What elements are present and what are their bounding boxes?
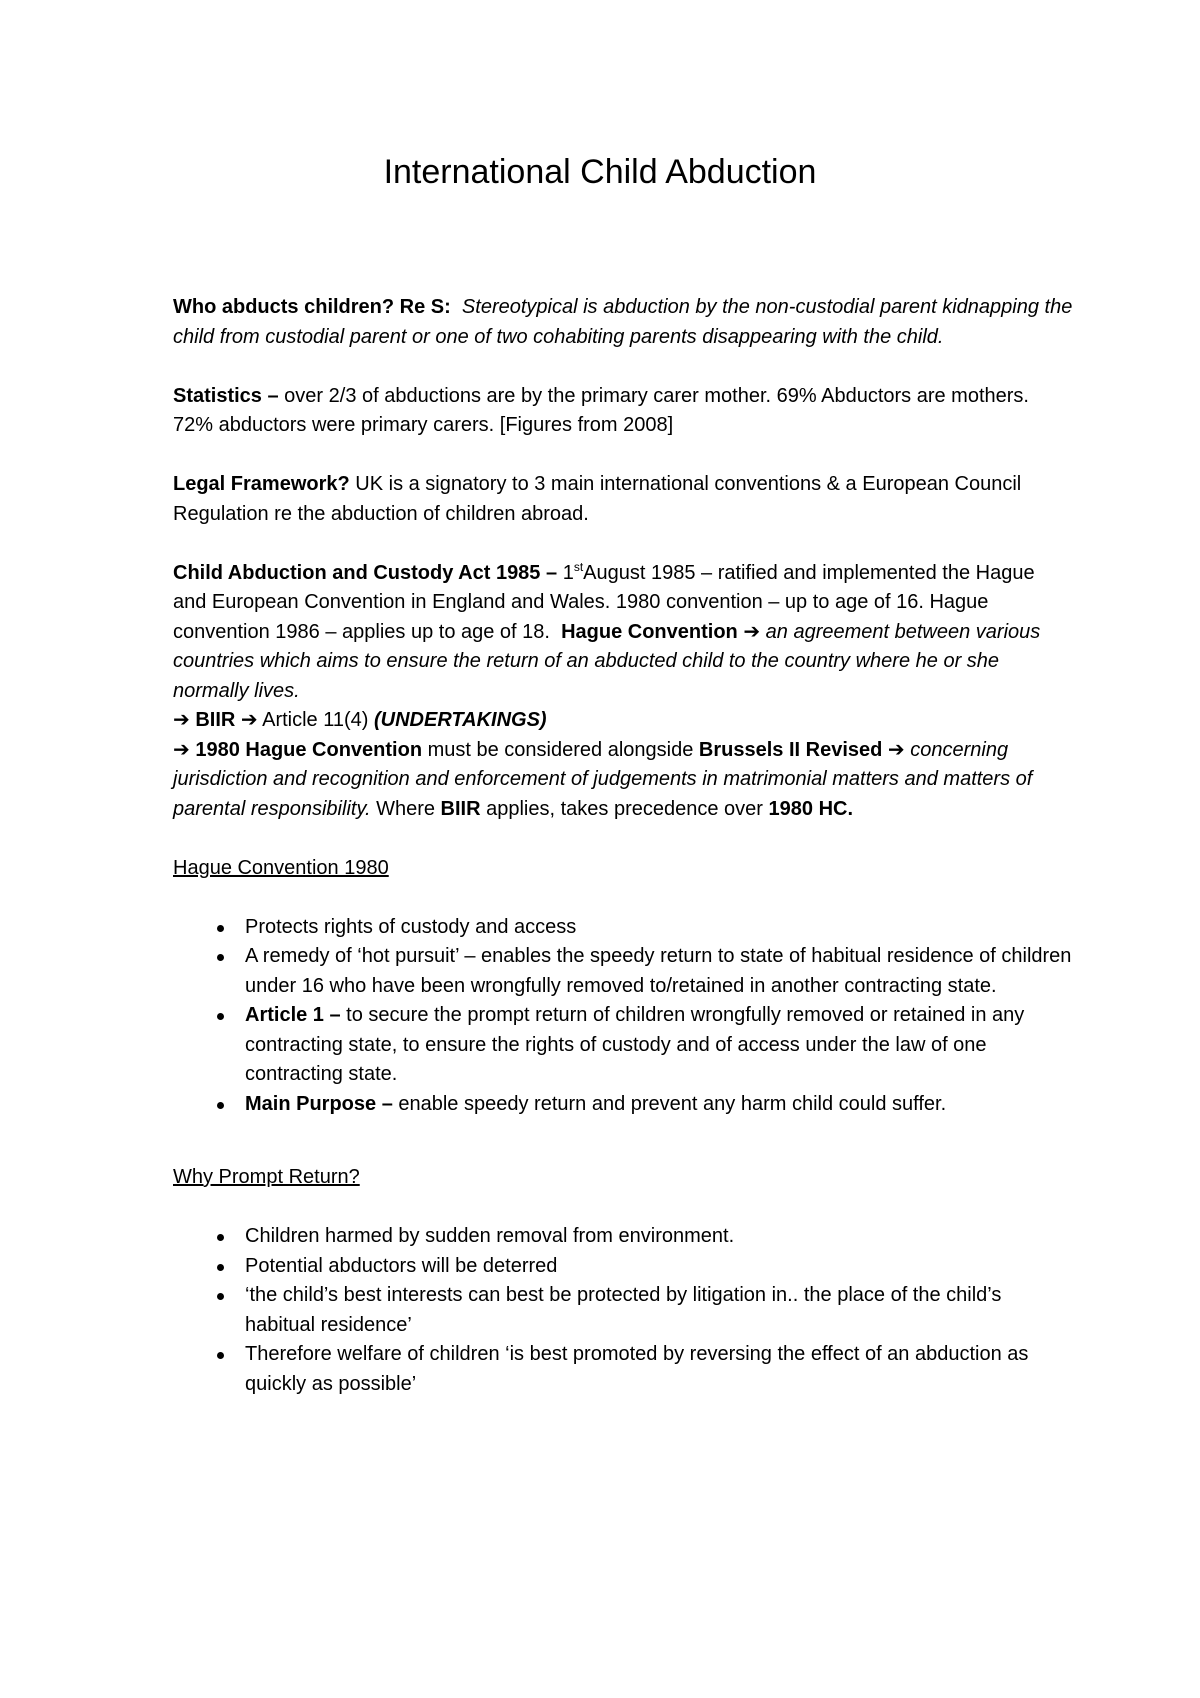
act-text: August 1985 – ratified and implemented the Hague and European Convention in England and Wales. 1980 convention – up to age of 16. Hague convention 1986 – applies up to age of 18. [173, 561, 1035, 643]
hague-section-heading: Hague Convention 1980 [173, 856, 389, 879]
page-title: International Child Abduction [383, 153, 817, 191]
brussels-line [173, 736, 1073, 825]
hague-convention-definition: an agreement between various countries which aims to ensure the return of an abducted child to the country where he or she normally lives. [173, 620, 1041, 702]
list-item [173, 1281, 1073, 1340]
list-item [173, 1340, 1073, 1399]
hague-bullet-list [173, 913, 1073, 1120]
prompt-bullet-4: Therefore welfare of children ‘is best promoted by reversing the effect of an abduction as quickly as possible’ [245, 1343, 1029, 1395]
arrow-icon: ➔ [240, 709, 258, 731]
bullet-icon [217, 954, 224, 961]
who-abducts-text: Stereotypical is abduction by the non-custodial parent kidnapping the child from custodial parent or one of two cohabiting parents disappearing with the child. [173, 296, 1073, 348]
hc-label: 1980 HC. [768, 797, 854, 820]
legal-framework-paragraph [173, 470, 1073, 529]
hague-bullet-2: A remedy of ‘hot pursuit’ – enables the speedy return to state of habitual residence of children under 16 who have been wrongfully removed to/retained in another contracting state. [245, 945, 1072, 997]
document-body [173, 293, 1073, 1399]
statistics-heading: Statistics – [173, 384, 279, 407]
hague-bullet-1: Protects rights of custody and access [245, 915, 577, 938]
act-heading: Child Abduction and Custody Act 1985 – [173, 561, 558, 584]
applies-text: applies, takes precedence over [486, 797, 763, 820]
list-item [173, 1222, 1073, 1252]
hague-convention-label: Hague Convention [561, 620, 738, 643]
prompt-bullet-1: Children harmed by sudden removal from environment. [245, 1225, 735, 1247]
list-item [173, 1252, 1073, 1282]
brussels-label: Brussels II Revised [698, 738, 883, 761]
statistics-paragraph [173, 382, 1073, 441]
who-abducts-heading: Who abducts children? Re S: [173, 296, 451, 318]
hague-bullet-4: enable speedy return and prevent any harm child could suffer. [398, 1092, 947, 1115]
who-abducts-paragraph [173, 293, 1073, 352]
biir-label: BIIR [195, 709, 236, 731]
prompt-section-heading: Why Prompt Return? [173, 1166, 360, 1188]
biir-line [173, 706, 1073, 736]
legal-framework-heading: Legal Framework? [173, 473, 350, 495]
list-item [173, 1090, 1073, 1120]
arrow-icon: ➔ [173, 738, 190, 761]
hague-bullet-3: to secure the prompt return of children wrongfully removed or retained in any contracting state, to ensure the rights of custody and of access under the law of one contracting state. [245, 1004, 1025, 1085]
prompt-bullet-2: Potential abductors will be deterred [245, 1254, 558, 1277]
bullet-icon [217, 1264, 224, 1271]
list-item [173, 942, 1073, 1001]
considered-text: must be considered alongside [427, 738, 694, 761]
bullet-icon [217, 1102, 224, 1109]
act-day-suffix: st [573, 559, 584, 574]
statistics-text: over 2/3 of abductions are by the primary carer mother. 69% Abductors are mothers. 72% abductors were primary carers. [Figures from 2008] [173, 384, 1029, 436]
bullet-icon [217, 1013, 224, 1020]
biir-applies-label: BIIR [440, 797, 481, 820]
bullet-icon [217, 1234, 224, 1241]
brussels-definition: concerning jurisdiction and recognition and enforcement of judgements in matrimonial matters and matters of parental responsibility. [173, 738, 1033, 820]
bullet-icon [217, 1352, 224, 1359]
act-paragraph [173, 559, 1073, 707]
prompt-bullet-3: ‘the child’s best interests can best be protected by litigation in.. the place of the child’s habitual residence’ [245, 1284, 1002, 1336]
hc1980-label: 1980 Hague Convention [195, 738, 423, 761]
list-item [173, 913, 1073, 943]
main-purpose-label: Main Purpose – [245, 1092, 393, 1115]
article-label: Article 11(4) [262, 709, 369, 731]
bullet-icon [217, 925, 224, 932]
arrow-icon: ➔ [743, 620, 761, 643]
prompt-bullet-list [173, 1222, 1073, 1399]
undertakings-label: (UNDERTAKINGS) [374, 709, 547, 731]
list-item [173, 1001, 1073, 1090]
article-1-label: Article 1 – [245, 1004, 341, 1026]
arrow-icon: ➔ [887, 738, 905, 761]
act-day: 1 [562, 561, 574, 584]
bullet-icon [217, 1293, 224, 1300]
where-text: Where [376, 797, 435, 820]
legal-framework-text: UK is a signatory to 3 main international conventions & a European Council Regulation re the abduction of children abroad. [173, 473, 1022, 525]
arrow-icon: ➔ [173, 709, 190, 731]
